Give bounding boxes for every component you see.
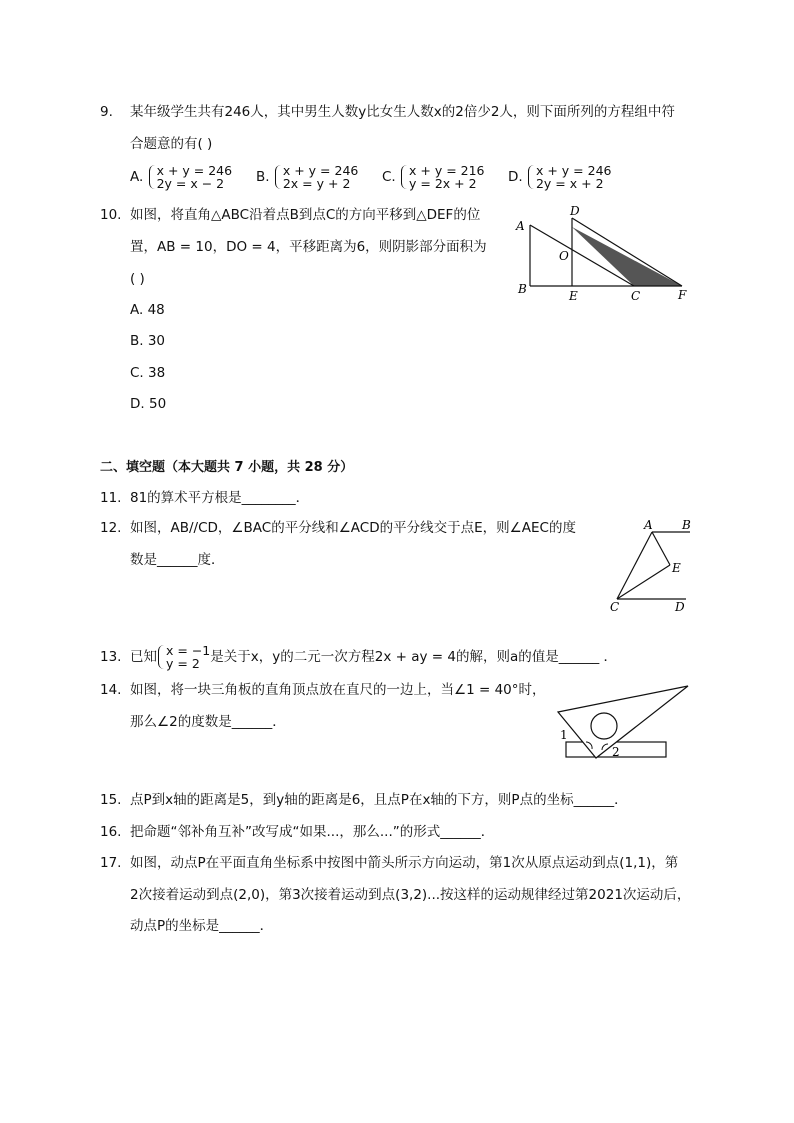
question-text: 点P到x轴的距离是5，到y轴的距离是6，且点P在x轴的下方，则P点的坐标______． — [130, 792, 628, 808]
question-text: 动点P的坐标是______． — [130, 918, 274, 934]
question-13 — [100, 644, 617, 670]
label-o: O — [559, 249, 569, 263]
option-c[interactable]: C. 38 — [130, 365, 166, 381]
question-number: 10. — [100, 207, 122, 223]
question-text: 2次接着运动到点(2,0)，第3次接着运动到点(3,2)...按这样的运动规律经过第2021次运动后， — [130, 887, 691, 903]
question-text: 如图，将一块三角板的直角顶点放在直尺的一边上，当∠1 = 40°时， — [130, 682, 546, 698]
shaded-region — [572, 227, 682, 286]
label-c: C — [610, 600, 620, 614]
equation-system: x + y = 246 2y = x + 2 — [527, 164, 612, 190]
question-15 — [100, 790, 628, 810]
question-text: 那么∠2的度数是______． — [130, 714, 286, 730]
option-a[interactable]: A. x + y = 246 2y = x − 2 — [130, 163, 233, 191]
question-number: 12. — [100, 520, 122, 536]
option-b[interactable]: B. x + y = 246 2x = y + 2 — [256, 163, 359, 191]
question-text: 如图，动点P在平面直角坐标系中按图中箭头所示方向运动，第1次从原点运动到点(1,1)，第 — [130, 855, 679, 871]
label-e: E — [672, 561, 681, 575]
equation-system: x + y = 246 2y = x − 2 — [148, 164, 233, 190]
translation-figure — [510, 205, 700, 305]
label-b: B — [682, 518, 691, 532]
label-f: F — [678, 288, 687, 302]
question-text: 如图，AB//CD，∠BAC的平分线和∠ACD的平分线交于点E，则∠AEC的度 — [130, 520, 576, 536]
parallel-lines-figure — [604, 515, 700, 615]
angle-2-label: 2 — [612, 745, 620, 759]
question-number: 11. — [100, 490, 122, 506]
question-number: 9. — [100, 104, 113, 120]
question-text: 某年级学生共有246人，其中男生人数y比女生人数x的2倍少2人，则下面所列的方程组中符 — [130, 104, 675, 120]
equation-system: x = −1 y = 2 — [157, 644, 210, 670]
question-11 — [100, 488, 309, 508]
section-title: 二、填空题（本大题共 7 小题，共 28 分） — [100, 460, 354, 475]
question-16 — [100, 822, 494, 842]
question-text: 合题意的有( ) — [130, 136, 213, 152]
question-number: 14. — [100, 682, 122, 698]
label-e: E — [569, 289, 578, 303]
question-text: 置，AB = 10，DO = 4，平移距离为6，则阴影部分面积为 — [130, 239, 487, 255]
question-number: 17. — [100, 855, 122, 871]
question-text: 是关于x，y的二元一次方程2x + ay = 4的解，则a的值是______ ． — [210, 649, 618, 665]
question-number: 15. — [100, 792, 122, 808]
question-text: 81的算术平方根是________． — [130, 490, 310, 506]
triangle-ruler-figure — [548, 682, 694, 764]
option-b[interactable]: B. 30 — [130, 333, 166, 349]
question-text: 数是______度． — [130, 552, 225, 568]
question-text: 把命题“邻补角互补”改写成“如果...，那么...”的形式______． — [130, 824, 495, 840]
label-d: D — [570, 205, 580, 218]
option-a[interactable]: A. 48 — [130, 302, 165, 318]
question-text: 如图，将直角△ABC沿着点B到点C的方向平移到△DEF的位 — [130, 207, 481, 223]
question-number: 16. — [100, 824, 122, 840]
equation-system: x + y = 216 y = 2x + 2 — [400, 164, 485, 190]
question-text: ( ) — [130, 271, 145, 287]
question-text: 已知 — [130, 649, 157, 665]
label-d: D — [675, 600, 685, 614]
option-d[interactable]: D. x + y = 246 2y = x + 2 — [508, 163, 612, 191]
equation-system: x + y = 246 2x = y + 2 — [274, 164, 359, 190]
option-c[interactable]: C. x + y = 216 y = 2x + 2 — [382, 163, 485, 191]
label-c: C — [631, 289, 641, 303]
label-a: A — [644, 518, 653, 532]
angle-1-label: 1 — [560, 728, 568, 742]
label-a: A — [516, 219, 525, 233]
question-number: 13. — [100, 649, 122, 665]
label-b: B — [518, 282, 527, 296]
option-d[interactable]: D. 50 — [130, 396, 167, 412]
